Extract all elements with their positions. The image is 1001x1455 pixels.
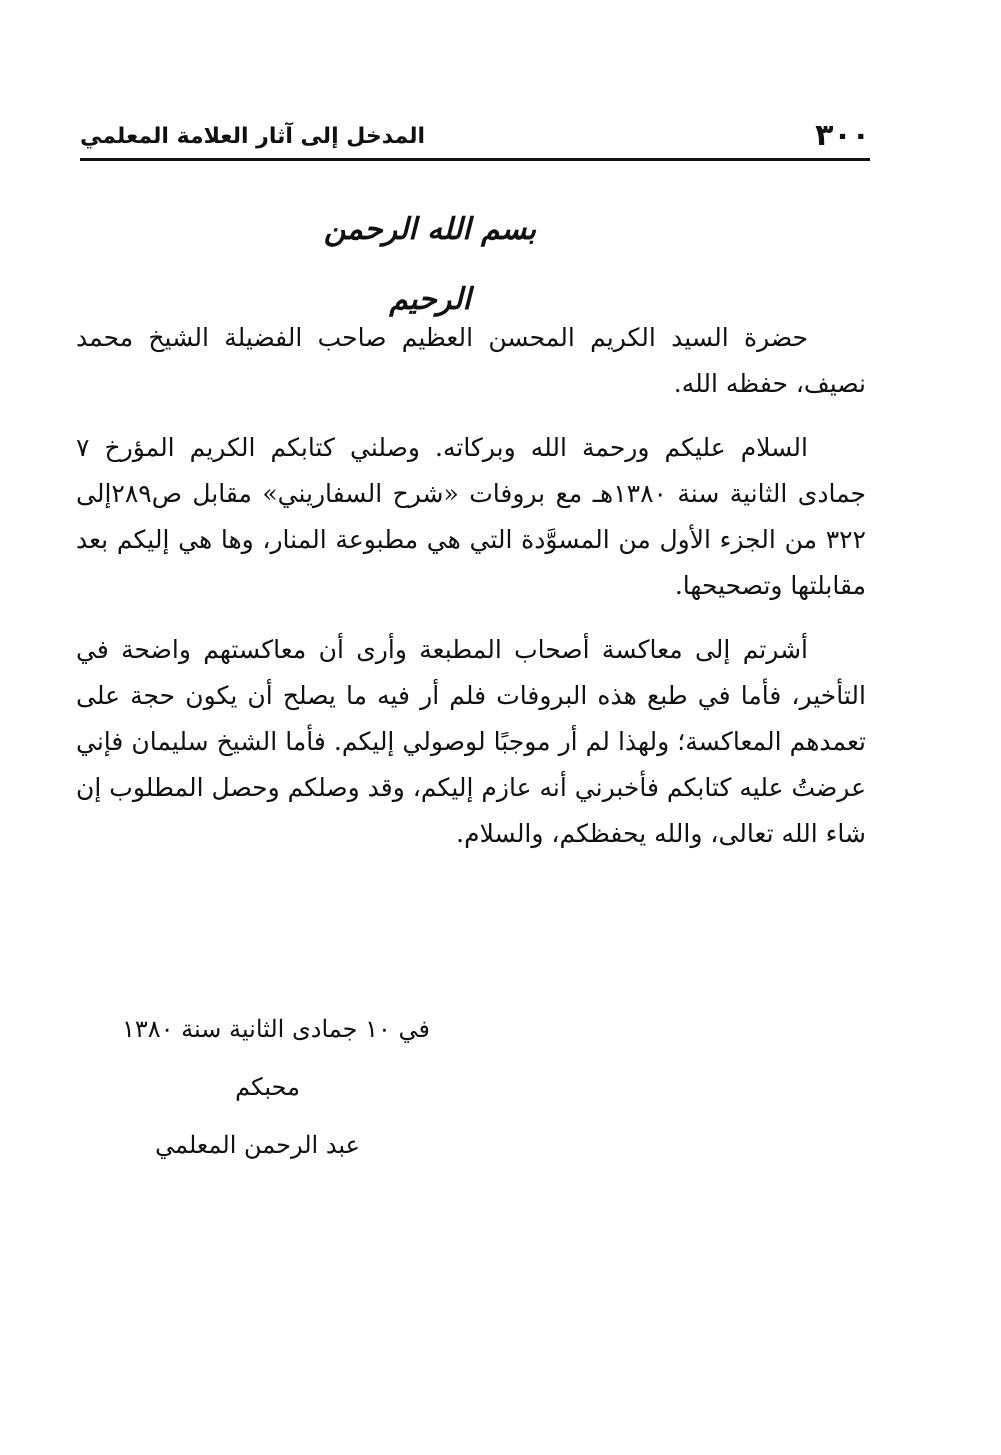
paragraph-greeting: السلام عليكم ورحمة الله وبركاته. وصلني كتابكم الكريم المؤرخ ٧ جمادى الثانية سنة ١٣٨٠هـ مع بروفات «شرح السفاريني» مقابل ص٢٨٩إلى ٣٢٢ من الجزء الأول من المسوَّدة التي هي مطبوعة المنار، وها هي إليكم بعد مقابلتها وتصحيحها. <box>76 433 866 600</box>
date-line: في ١٠ جمادى الثانية سنة ١٣٨٠ <box>121 1015 430 1043</box>
letter-closing <box>100 1000 430 1174</box>
paragraph-salutation: حضرة السيد الكريم المحسن العظيم صاحب الفضيلة الشيخ محمد نصيف، حفظه الله. <box>76 323 866 398</box>
signoff: محبكم <box>235 1073 300 1101</box>
paragraph-main: أشرتم إلى معاكسة أصحاب المطبعة وأرى أن معاكستهم واضحة في التأخير، فأما في طبع هذه البروفات فلم أر فيه ما يصلح أن يكون حجة على تعمدهم المعاكسة؛ ولهذا لم أر موجبًا لوصولي إليكم. فأما الشيخ سليمان فإني عرضتُ عليه كتابكم فأخبرني أنه عازم إليكم، وقد وصلكم وحصل المطلوب إن شاء الله تعالى، والله يحفظكم، والسلام. <box>76 635 866 848</box>
page-number: ٣٠٠ <box>815 118 870 153</box>
running-title: المدخل إلى آثار العلامة المعلمي <box>80 124 426 149</box>
signature: عبد الرحمن المعلمي <box>155 1131 360 1159</box>
header-rule <box>80 158 870 161</box>
basmala: بسم الله الرحمن الرحيم <box>323 212 537 317</box>
page-header <box>80 118 870 158</box>
letter-body <box>76 315 866 875</box>
